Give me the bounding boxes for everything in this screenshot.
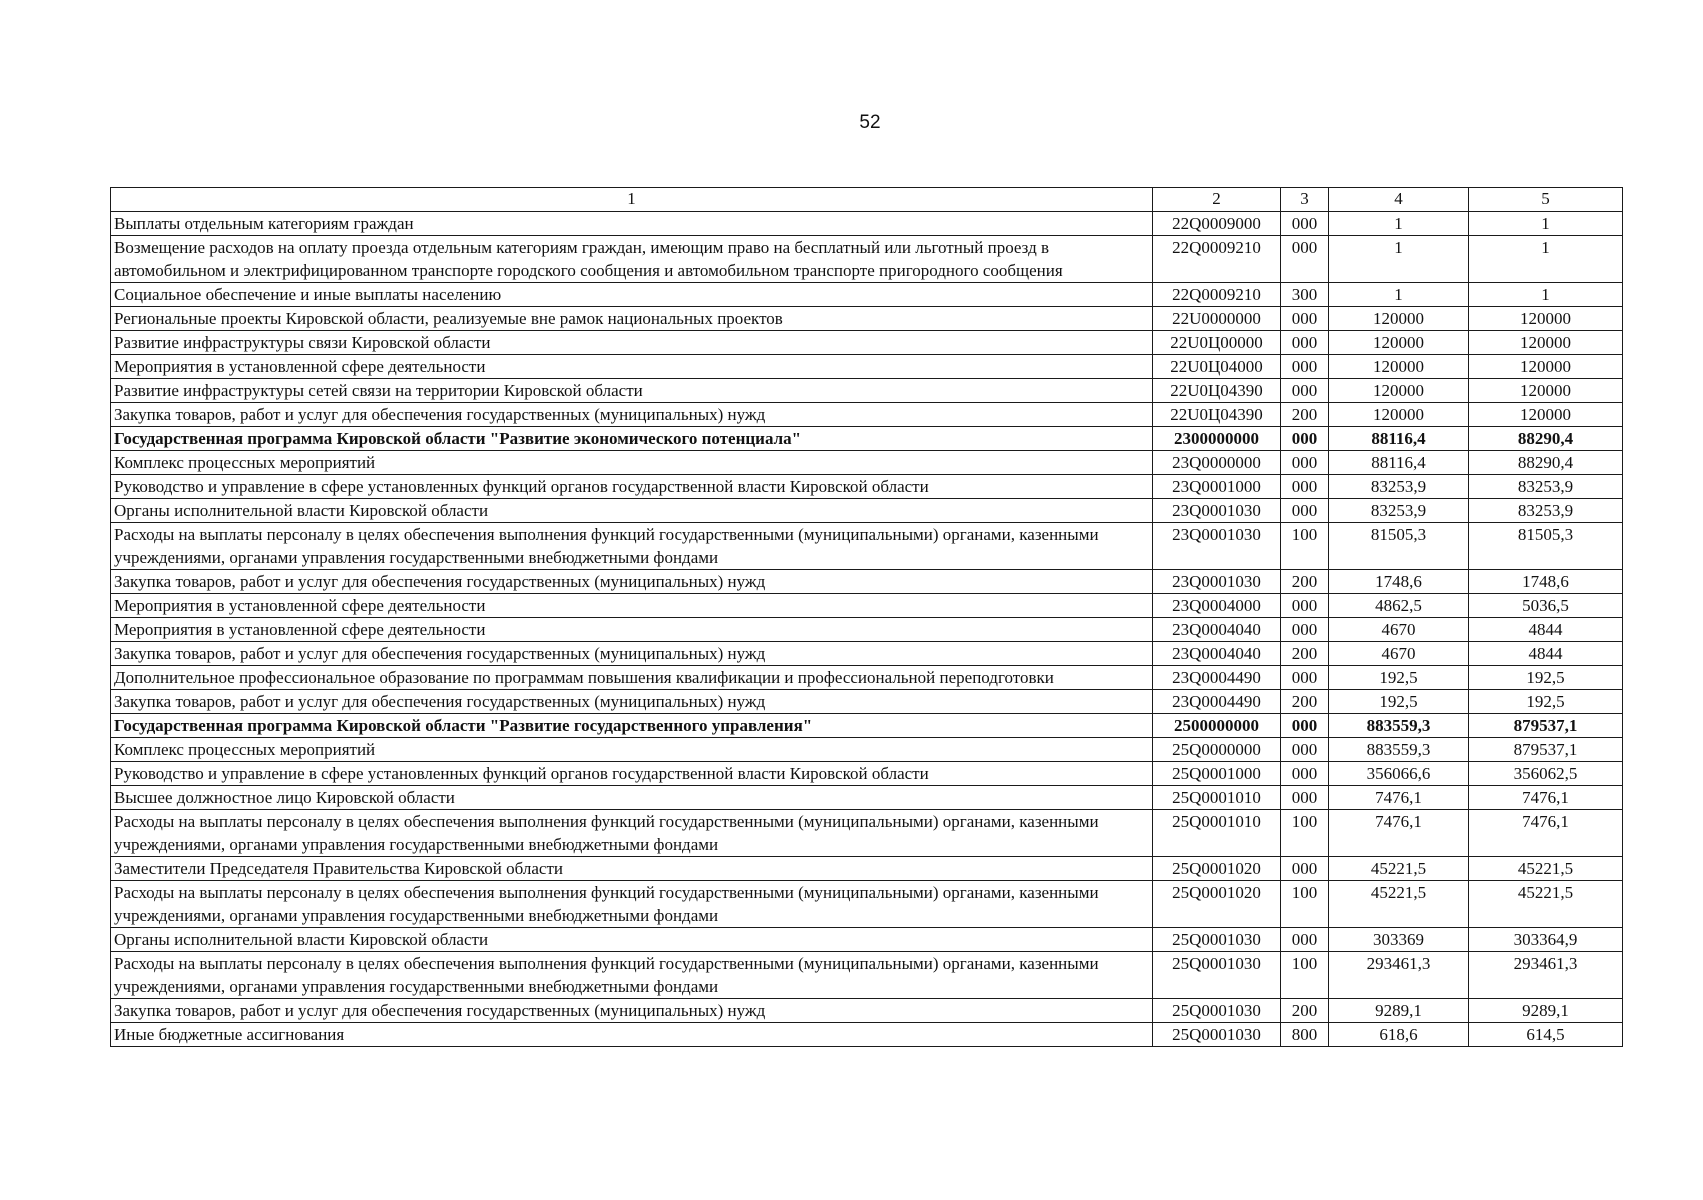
row-name-cell: Возмещение расходов на оплату проезда отдельным категориям граждан, имеющим право на бесплатный или льготный проезд в автомобильном и электрифицированном транспорте городского сообщения и автомобильном транспорте пригородного сообщения — [111, 236, 1153, 283]
row-name-cell: Комплекс процессных мероприятий — [111, 738, 1153, 762]
row-value-4-cell: 9289,1 — [1329, 999, 1469, 1023]
row-value-5-cell: 614,5 — [1469, 1023, 1623, 1047]
table-row — [111, 1023, 1623, 1047]
row-code-cell: 22Q0009210 — [1153, 283, 1281, 307]
row-type-cell: 000 — [1281, 666, 1329, 690]
table-row — [111, 427, 1623, 451]
table-row — [111, 642, 1623, 666]
row-code-cell: 23Q0001030 — [1153, 523, 1281, 570]
table-row — [111, 999, 1623, 1023]
column-header-1: 1 — [111, 188, 1153, 212]
row-value-5-cell: 45221,5 — [1469, 857, 1623, 881]
row-code-cell: 2300000000 — [1153, 427, 1281, 451]
row-value-4-cell: 45221,5 — [1329, 857, 1469, 881]
row-name-cell: Закупка товаров, работ и услуг для обеспечения государственных (муниципальных) нужд — [111, 642, 1153, 666]
column-header-5: 5 — [1469, 188, 1623, 212]
row-value-4-cell: 45221,5 — [1329, 881, 1469, 928]
row-type-cell: 000 — [1281, 594, 1329, 618]
row-value-4-cell: 303369 — [1329, 928, 1469, 952]
row-type-cell: 000 — [1281, 212, 1329, 236]
row-value-5-cell: 1748,6 — [1469, 570, 1623, 594]
row-value-4-cell: 4862,5 — [1329, 594, 1469, 618]
column-header-3: 3 — [1281, 188, 1329, 212]
row-type-cell: 100 — [1281, 881, 1329, 928]
row-name-cell: Руководство и управление в сфере установленных функций органов государственной власти Кировской области — [111, 475, 1153, 499]
row-name-cell: Расходы на выплаты персоналу в целях обеспечения выполнения функций государственными (муниципальными) органами, казенными учреждениями, органами управления государственными внебюджетными фондами — [111, 881, 1153, 928]
row-type-cell: 100 — [1281, 523, 1329, 570]
row-type-cell: 000 — [1281, 236, 1329, 283]
row-type-cell: 200 — [1281, 642, 1329, 666]
row-type-cell: 000 — [1281, 762, 1329, 786]
row-type-cell: 300 — [1281, 283, 1329, 307]
table-row — [111, 236, 1623, 283]
row-code-cell: 25Q0001010 — [1153, 786, 1281, 810]
row-type-cell: 000 — [1281, 714, 1329, 738]
table-row — [111, 594, 1623, 618]
row-value-4-cell: 293461,3 — [1329, 952, 1469, 999]
table-row — [111, 810, 1623, 857]
row-value-4-cell: 1 — [1329, 212, 1469, 236]
row-type-cell: 000 — [1281, 738, 1329, 762]
row-value-5-cell: 356062,5 — [1469, 762, 1623, 786]
row-type-cell: 100 — [1281, 952, 1329, 999]
row-value-5-cell: 83253,9 — [1469, 499, 1623, 523]
row-code-cell: 23Q0000000 — [1153, 451, 1281, 475]
table-row — [111, 762, 1623, 786]
row-value-5-cell: 7476,1 — [1469, 810, 1623, 857]
table-row — [111, 331, 1623, 355]
row-value-5-cell: 9289,1 — [1469, 999, 1623, 1023]
row-type-cell: 000 — [1281, 427, 1329, 451]
table-row — [111, 786, 1623, 810]
column-header-2: 2 — [1153, 188, 1281, 212]
row-type-cell: 000 — [1281, 451, 1329, 475]
row-value-4-cell: 83253,9 — [1329, 499, 1469, 523]
table-row — [111, 714, 1623, 738]
row-value-5-cell: 120000 — [1469, 379, 1623, 403]
row-value-4-cell: 81505,3 — [1329, 523, 1469, 570]
row-value-5-cell: 83253,9 — [1469, 475, 1623, 499]
row-code-cell: 25Q0001010 — [1153, 810, 1281, 857]
row-name-cell: Мероприятия в установленной сфере деятельности — [111, 618, 1153, 642]
row-name-cell: Закупка товаров, работ и услуг для обеспечения государственных (муниципальных) нужд — [111, 999, 1153, 1023]
row-value-4-cell: 7476,1 — [1329, 786, 1469, 810]
table-row — [111, 952, 1623, 999]
row-code-cell: 23Q0001030 — [1153, 570, 1281, 594]
row-name-cell: Государственная программа Кировской области "Развитие экономического потенциала" — [111, 427, 1153, 451]
row-value-4-cell: 192,5 — [1329, 666, 1469, 690]
header-row — [111, 188, 1623, 212]
row-code-cell: 23Q0001000 — [1153, 475, 1281, 499]
row-code-cell: 25Q0001000 — [1153, 762, 1281, 786]
row-value-4-cell: 1 — [1329, 283, 1469, 307]
row-type-cell: 000 — [1281, 379, 1329, 403]
table-row — [111, 690, 1623, 714]
table-row — [111, 523, 1623, 570]
row-value-4-cell: 120000 — [1329, 307, 1469, 331]
table-row — [111, 307, 1623, 331]
row-type-cell: 000 — [1281, 499, 1329, 523]
table-body — [111, 212, 1623, 1047]
row-code-cell: 25Q0001030 — [1153, 952, 1281, 999]
row-value-5-cell: 5036,5 — [1469, 594, 1623, 618]
row-code-cell: 25Q0000000 — [1153, 738, 1281, 762]
table-row — [111, 403, 1623, 427]
row-code-cell: 23Q0004040 — [1153, 618, 1281, 642]
row-value-5-cell: 4844 — [1469, 618, 1623, 642]
row-type-cell: 200 — [1281, 570, 1329, 594]
row-name-cell: Комплекс процессных мероприятий — [111, 451, 1153, 475]
row-code-cell: 23Q0004000 — [1153, 594, 1281, 618]
row-name-cell: Региональные проекты Кировской области, реализуемые вне рамок национальных проектов — [111, 307, 1153, 331]
row-type-cell: 000 — [1281, 928, 1329, 952]
row-value-5-cell: 879537,1 — [1469, 738, 1623, 762]
row-value-5-cell: 4844 — [1469, 642, 1623, 666]
row-type-cell: 200 — [1281, 999, 1329, 1023]
row-name-cell: Выплаты отдельным категориям граждан — [111, 212, 1153, 236]
row-name-cell: Государственная программа Кировской области "Развитие государственного управления" — [111, 714, 1153, 738]
row-type-cell: 800 — [1281, 1023, 1329, 1047]
row-code-cell: 22Q0009000 — [1153, 212, 1281, 236]
row-value-4-cell: 1 — [1329, 236, 1469, 283]
table-row — [111, 881, 1623, 928]
row-value-5-cell: 120000 — [1469, 403, 1623, 427]
row-value-4-cell: 88116,4 — [1329, 427, 1469, 451]
row-value-5-cell: 7476,1 — [1469, 786, 1623, 810]
row-value-5-cell: 192,5 — [1469, 666, 1623, 690]
page-number: 52 — [859, 112, 881, 133]
row-type-cell: 000 — [1281, 857, 1329, 881]
row-code-cell: 22U0Ц04000 — [1153, 355, 1281, 379]
row-type-cell: 100 — [1281, 810, 1329, 857]
row-value-4-cell: 120000 — [1329, 379, 1469, 403]
row-value-5-cell: 120000 — [1469, 355, 1623, 379]
row-value-5-cell: 1 — [1469, 212, 1623, 236]
table-row — [111, 379, 1623, 403]
row-code-cell: 22Q0009210 — [1153, 236, 1281, 283]
table-row — [111, 475, 1623, 499]
row-value-5-cell: 1 — [1469, 236, 1623, 283]
column-header-4: 4 — [1329, 188, 1469, 212]
row-value-5-cell: 120000 — [1469, 331, 1623, 355]
row-code-cell: 25Q0001020 — [1153, 881, 1281, 928]
row-code-cell: 22U0Ц04390 — [1153, 379, 1281, 403]
row-name-cell: Закупка товаров, работ и услуг для обеспечения государственных (муниципальных) нужд — [111, 403, 1153, 427]
row-type-cell: 000 — [1281, 786, 1329, 810]
row-type-cell: 200 — [1281, 403, 1329, 427]
row-value-4-cell: 7476,1 — [1329, 810, 1469, 857]
row-name-cell: Закупка товаров, работ и услуг для обеспечения государственных (муниципальных) нужд — [111, 570, 1153, 594]
row-code-cell: 25Q0001030 — [1153, 999, 1281, 1023]
row-name-cell: Дополнительное профессиональное образование по программам повышения квалификации и профессиональной переподготовки — [111, 666, 1153, 690]
row-code-cell: 23Q0001030 — [1153, 499, 1281, 523]
row-type-cell: 000 — [1281, 475, 1329, 499]
row-value-5-cell: 192,5 — [1469, 690, 1623, 714]
row-name-cell: Иные бюджетные ассигнования — [111, 1023, 1153, 1047]
row-name-cell: Расходы на выплаты персоналу в целях обеспечения выполнения функций государственными (муниципальными) органами, казенными учреждениями, органами управления государственными внебюджетными фондами — [111, 523, 1153, 570]
row-name-cell: Заместители Председателя Правительства Кировской области — [111, 857, 1153, 881]
row-name-cell: Закупка товаров, работ и услуг для обеспечения государственных (муниципальных) нужд — [111, 690, 1153, 714]
table-row — [111, 666, 1623, 690]
row-type-cell: 000 — [1281, 331, 1329, 355]
row-code-cell: 22U0Ц04390 — [1153, 403, 1281, 427]
row-type-cell: 000 — [1281, 307, 1329, 331]
row-name-cell: Мероприятия в установленной сфере деятельности — [111, 355, 1153, 379]
row-code-cell: 2500000000 — [1153, 714, 1281, 738]
row-name-cell: Мероприятия в установленной сфере деятельности — [111, 594, 1153, 618]
row-type-cell: 000 — [1281, 355, 1329, 379]
row-code-cell: 23Q0004040 — [1153, 642, 1281, 666]
row-value-5-cell: 120000 — [1469, 307, 1623, 331]
row-name-cell: Руководство и управление в сфере установленных функций органов государственной власти Кировской области — [111, 762, 1153, 786]
budget-table — [110, 187, 1623, 1047]
table-row — [111, 499, 1623, 523]
row-value-4-cell: 356066,6 — [1329, 762, 1469, 786]
row-value-5-cell: 1 — [1469, 283, 1623, 307]
row-value-5-cell: 879537,1 — [1469, 714, 1623, 738]
row-name-cell: Расходы на выплаты персоналу в целях обеспечения выполнения функций государственными (муниципальными) органами, казенными учреждениями, органами управления государственными внебюджетными фондами — [111, 952, 1153, 999]
row-value-4-cell: 1748,6 — [1329, 570, 1469, 594]
row-code-cell: 25Q0001030 — [1153, 1023, 1281, 1047]
row-name-cell: Развитие инфраструктуры связи Кировской области — [111, 331, 1153, 355]
row-value-5-cell: 88290,4 — [1469, 427, 1623, 451]
row-value-4-cell: 120000 — [1329, 403, 1469, 427]
table-row — [111, 451, 1623, 475]
row-value-5-cell: 45221,5 — [1469, 881, 1623, 928]
row-code-cell: 22U0Ц00000 — [1153, 331, 1281, 355]
row-value-4-cell: 120000 — [1329, 355, 1469, 379]
table-row — [111, 928, 1623, 952]
table-row — [111, 857, 1623, 881]
row-value-5-cell: 81505,3 — [1469, 523, 1623, 570]
table-row — [111, 212, 1623, 236]
row-value-5-cell: 293461,3 — [1469, 952, 1623, 999]
table-row — [111, 355, 1623, 379]
row-value-4-cell: 618,6 — [1329, 1023, 1469, 1047]
table-row — [111, 738, 1623, 762]
row-type-cell: 200 — [1281, 690, 1329, 714]
row-value-4-cell: 883559,3 — [1329, 738, 1469, 762]
row-code-cell: 23Q0004490 — [1153, 666, 1281, 690]
row-code-cell: 25Q0001020 — [1153, 857, 1281, 881]
row-code-cell: 25Q0001030 — [1153, 928, 1281, 952]
row-type-cell: 000 — [1281, 618, 1329, 642]
row-value-4-cell: 192,5 — [1329, 690, 1469, 714]
row-value-5-cell: 303364,9 — [1469, 928, 1623, 952]
table-row — [111, 283, 1623, 307]
row-name-cell: Органы исполнительной власти Кировской области — [111, 499, 1153, 523]
row-value-4-cell: 88116,4 — [1329, 451, 1469, 475]
row-value-4-cell: 83253,9 — [1329, 475, 1469, 499]
row-value-4-cell: 4670 — [1329, 618, 1469, 642]
row-name-cell: Высшее должностное лицо Кировской области — [111, 786, 1153, 810]
row-name-cell: Органы исполнительной власти Кировской области — [111, 928, 1153, 952]
row-code-cell: 23Q0004490 — [1153, 690, 1281, 714]
row-value-5-cell: 88290,4 — [1469, 451, 1623, 475]
row-name-cell: Социальное обеспечение и иные выплаты населению — [111, 283, 1153, 307]
table-row — [111, 570, 1623, 594]
table-row — [111, 618, 1623, 642]
row-name-cell: Расходы на выплаты персоналу в целях обеспечения выполнения функций государственными (муниципальными) органами, казенными учреждениями, органами управления государственными внебюджетными фондами — [111, 810, 1153, 857]
row-value-4-cell: 120000 — [1329, 331, 1469, 355]
row-code-cell: 22U0000000 — [1153, 307, 1281, 331]
row-value-4-cell: 883559,3 — [1329, 714, 1469, 738]
row-value-4-cell: 4670 — [1329, 642, 1469, 666]
row-name-cell: Развитие инфраструктуры сетей связи на территории Кировской области — [111, 379, 1153, 403]
